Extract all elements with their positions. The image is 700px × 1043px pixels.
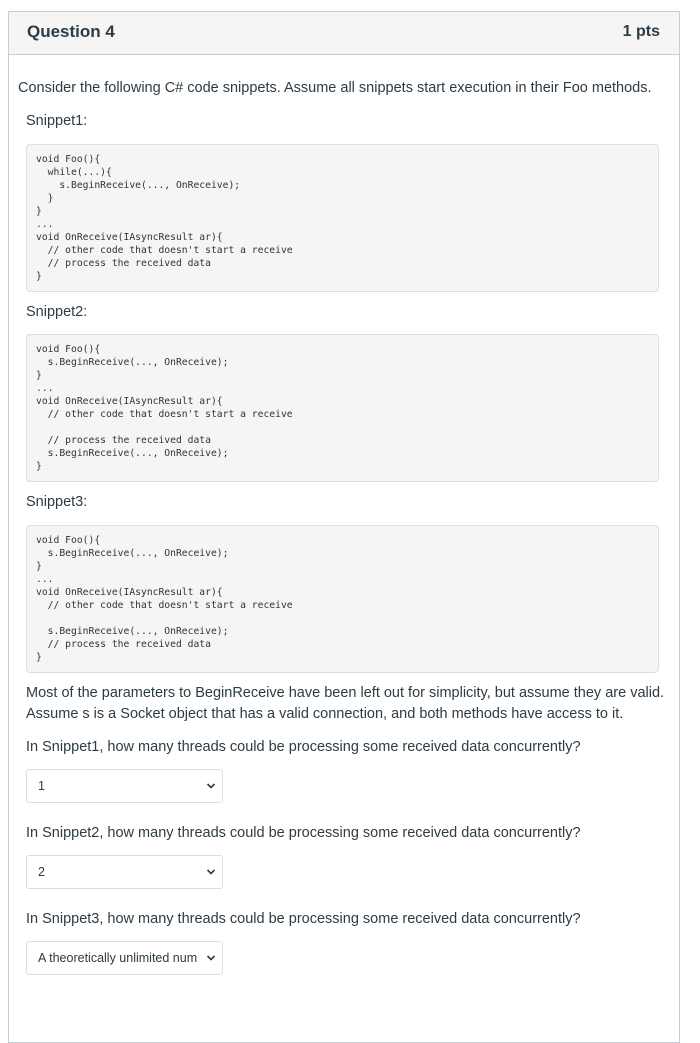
prompt-snippet2: In Snippet2, how many threads could be processing some received data concurrently? (26, 825, 581, 841)
chevron-down-icon (206, 782, 216, 790)
chevron-down-icon (206, 868, 216, 876)
snippet2-code-block (26, 334, 659, 482)
question-header (9, 12, 679, 55)
note-line-2: Assume s is a Socket object that has a valid connection, and both methods have access to it. (26, 706, 624, 722)
answer-select-snippet1-value: 1 (38, 779, 45, 793)
answer-select-snippet3-value: A theoretically unlimited num (38, 951, 198, 965)
answer-select-snippet3[interactable] (26, 941, 223, 975)
snippet2-label: Snippet2: (26, 304, 88, 320)
prompt-snippet1: In Snippet1, how many threads could be processing some received data concurrently? (26, 739, 581, 755)
snippet2-code: void Foo(){ s.BeginReceive(..., OnReceive); } ... void OnReceive(IAsyncResult ar){ // other code that doesn't start a receive // process the received data s.BeginReceive(..., OnReceive); } (36, 344, 293, 472)
snippet1-label: Snippet1: (26, 113, 88, 129)
question-title: Question 4 (27, 22, 115, 41)
note-line-1: Most of the parameters to BeginReceive have been left out for simplicity, but assume they are valid. (26, 685, 665, 701)
snippet1-code-block (26, 144, 659, 292)
snippet3-code: void Foo(){ s.BeginReceive(..., OnReceive); } ... void OnReceive(IAsyncResult ar){ // other code that doesn't start a receive s.BeginReceive(..., OnReceive); // process the received data } (36, 535, 293, 663)
chevron-down-icon (206, 954, 216, 962)
snippet3-code-block (26, 525, 659, 673)
snippet1-code: void Foo(){ while(...){ s.BeginReceive(..., OnReceive); } } ... void OnReceive(IAsyncResult ar){ // other code that doesn't start a receive // process the received data } (36, 154, 293, 282)
answer-select-snippet2[interactable] (26, 855, 223, 889)
question-intro: Consider the following C# code snippets. Assume all snippets start execution in their Foo methods. (18, 80, 652, 96)
snippet3-label: Snippet3: (26, 494, 88, 510)
question-points: 1 pts (622, 23, 660, 40)
prompt-snippet3: In Snippet3, how many threads could be processing some received data concurrently? (26, 911, 581, 927)
answer-select-snippet2-value: 2 (38, 865, 45, 879)
answer-select-snippet1[interactable] (26, 769, 223, 803)
